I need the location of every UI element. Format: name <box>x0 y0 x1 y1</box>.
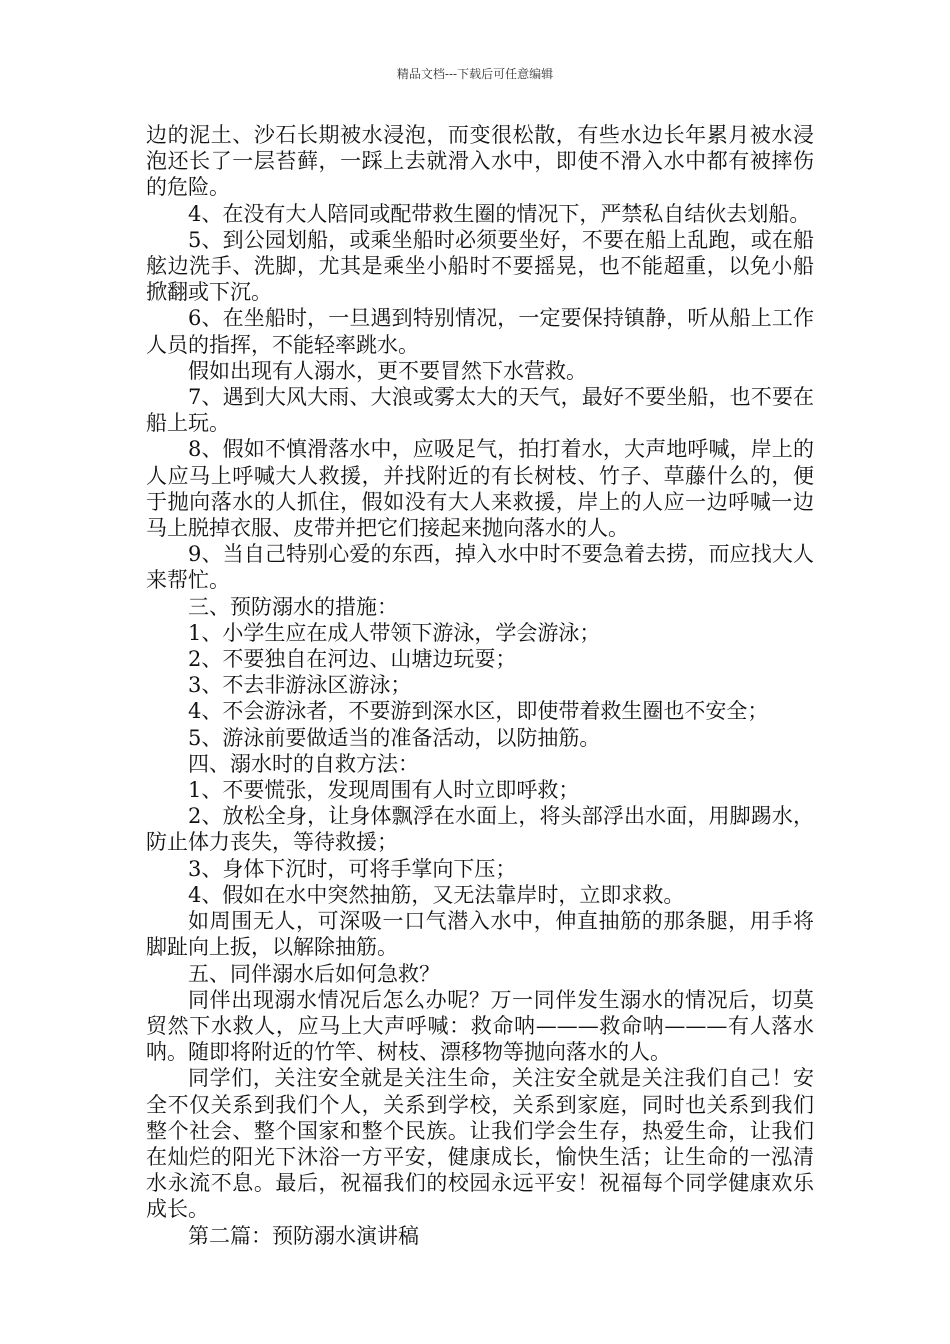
list-item: 4、假如在水中突然抽筋，又无法靠岸时，立即求救。 <box>188 882 685 907</box>
paragraph: 如周围无人，可深吸一口气潜入水中，伸直抽筋的那条腿，用手将脚趾向上扳，以解除抽筋。 <box>146 909 814 960</box>
paragraph: 边的泥土、沙石长期被水浸泡，而变很松散，有些水边长年累月被水浸泡还长了一层苔藓，一踩上去就滑入水中，即使不滑入水中都有被摔伤的危险。 <box>146 123 814 200</box>
list-item: 9、当自己特别心爱的东西，掉入水中时不要急着去捞，而应找大人来帮忙。 <box>146 542 814 593</box>
list-item: 8、假如不慎滑落水中，应吸足气，拍打着水，大声地呼喊，岸上的人应马上呼喊大人救援，并找附近的有长树枝、竹子、草藤什么的，便于抛向落水的人抓住，假如没有大人来救援，岸上的人应一边呼喊一边马上脱掉衣服、皮带并把它们接起来抛向落水的人。 <box>146 437 814 541</box>
paragraph: 同学们，关注安全就是关注生命，关注安全就是关注我们自己！安全不仅关系到我们个人，关系到学校，关系到家庭，同时也关系到我们整个社会、整个国家和整个民族。让我们学会生存，热爱生命，让我们在灿烂的阳光下沐浴一方平安，健康成长，愉快生活；让生命的一泓清水永流不息。最后，祝福我们的校园永远平安！祝福每个同学健康欢乐成长。 <box>146 1066 814 1222</box>
list-item: 4、在没有大人陪同或配带救生圈的情况下，严禁私自结伙去划船。 <box>188 201 811 226</box>
paragraph: 同伴出现溺水情况后怎么办呢？万一同伴发生溺水的情况后，切莫贸然下水救人，应马上大声呼喊：救命呐———救命呐———有人落水呐。随即将附近的竹竿、树枝、漂移物等抛向落水的人。 <box>146 987 814 1065</box>
list-item: 4、不会游泳者，不要游到深水区，即使带着救生圈也不安全； <box>188 699 769 724</box>
section-heading: 第二篇：预防溺水演讲稿 <box>188 1223 419 1248</box>
list-item: 7、遇到大风大雨、大浪或雾太大的天气，最好不要坐船，也不要在船上玩。 <box>146 385 814 436</box>
list-item: 1、不要慌张，发现周围有人时立即呼救； <box>188 778 580 803</box>
document-body <box>146 122 814 1249</box>
list-item: 1、小学生应在成人带领下游泳，学会游泳； <box>188 620 601 645</box>
list-item: 5、游泳前要做适当的准备活动，以防抽筋。 <box>188 725 601 750</box>
paragraph: 假如出现有人溺水，更不要冒然下水营救。 <box>188 358 587 383</box>
list-item: 5、到公园划船，或乘坐船时必须要坐好，不要在船上乱跑，或在船舷边洗手、洗脚，尤其是乘坐小船时不要摇晃，也不能超重，以免小船掀翻或下沉。 <box>146 227 814 305</box>
section-heading: 五、同伴溺水后如何急救？ <box>188 961 440 986</box>
list-item: 2、不要独自在河边、山塘边玩耍； <box>188 647 517 672</box>
section-heading: 三、预防溺水的措施： <box>188 594 398 619</box>
list-item: 3、身体下沉时，可将手掌向下压； <box>188 856 517 881</box>
list-item: 2、放松全身，让身体飘浮在水面上，将头部浮出水面，用脚踢水，防止体力丧失，等待救援； <box>146 804 814 855</box>
page-header: 精品文档---下载后可任意编辑 <box>396 67 554 81</box>
list-item: 3、不去非游泳区游泳； <box>188 673 412 698</box>
list-item: 6、在坐船时，一旦遇到特别情况，一定要保持镇静，听从船上工作人员的指挥，不能轻率跳水。 <box>146 306 814 357</box>
section-heading: 四、溺水时的自救方法： <box>188 751 419 776</box>
